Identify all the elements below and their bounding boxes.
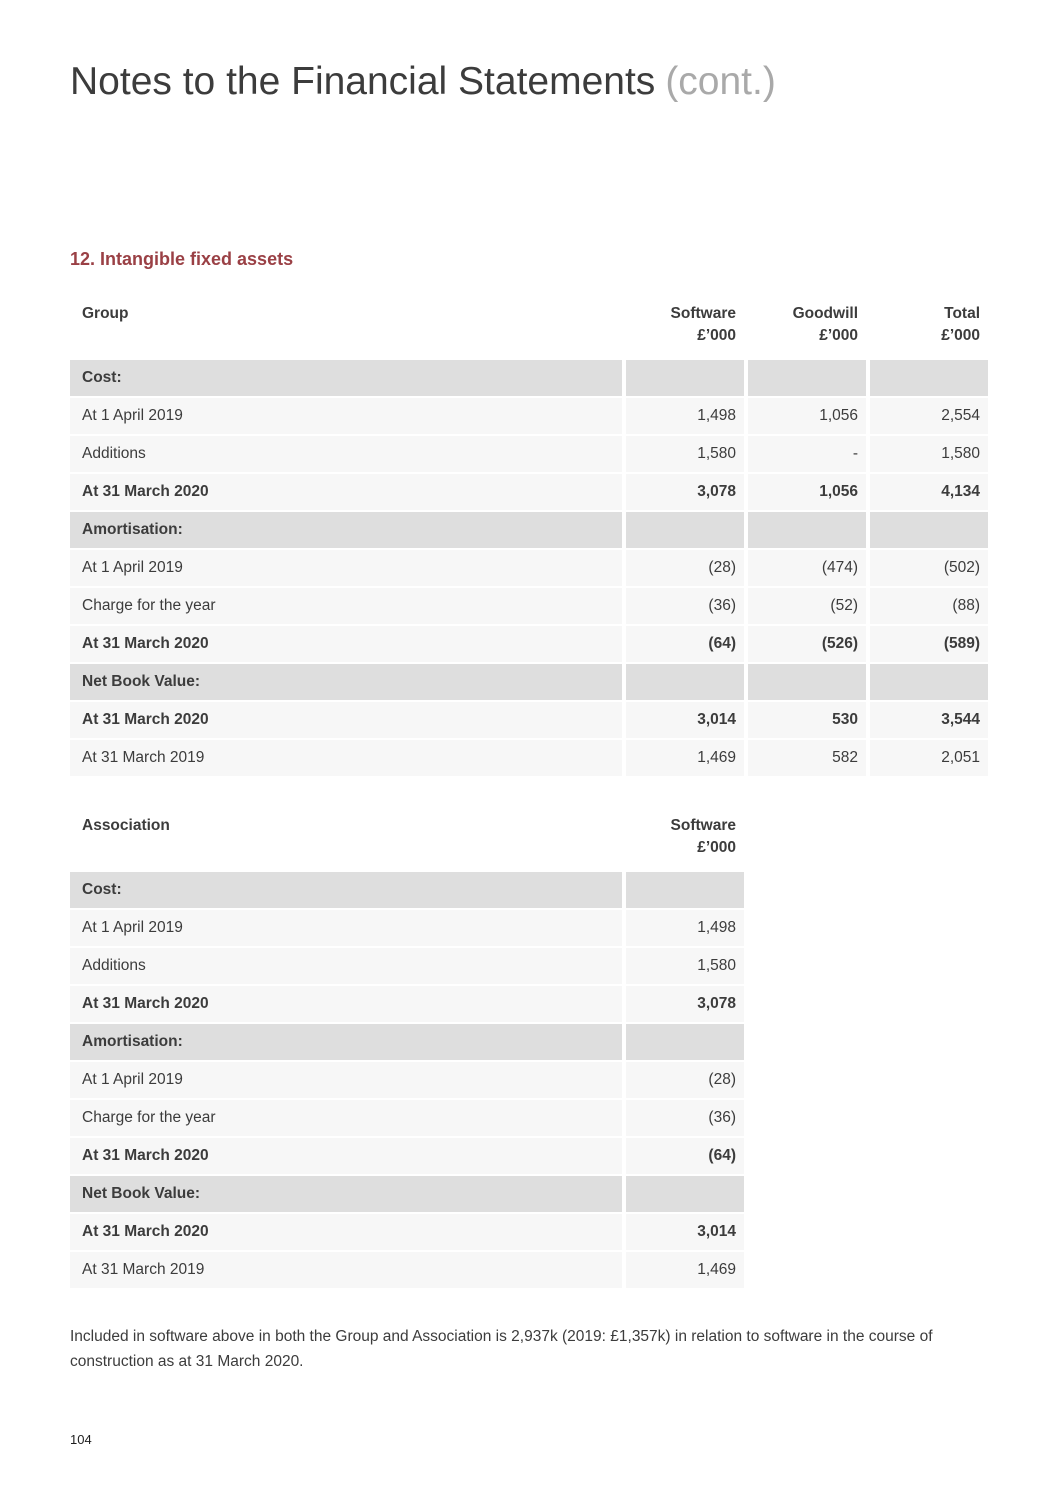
group-table [70,303,988,778]
row-value: 2,554 [870,398,988,434]
row-value: 2,051 [870,740,988,776]
row-value: (64) [626,626,744,662]
table-header-row [70,815,744,872]
row-value: 1,498 [626,910,744,946]
row-value: (502) [870,550,988,586]
row-label: At 31 March 2020 [70,1138,622,1174]
table-row [70,702,988,738]
row-value: 1,056 [748,398,866,434]
row-value: 1,580 [626,436,744,472]
row-value [626,1024,744,1060]
row-value: 530 [748,702,866,738]
page-title-cont: (cont.) [665,60,776,103]
table-row [70,1214,744,1250]
row-value [870,512,988,548]
row-value [748,664,866,700]
row-label: Net Book Value: [70,1176,622,1212]
association-table [70,815,744,1290]
row-label: Amortisation: [70,1024,622,1060]
table-row [70,474,988,510]
column-label: Software [670,305,736,322]
row-value: 582 [748,740,866,776]
row-label: At 1 April 2019 [70,910,622,946]
page-title-main: Notes to the Financial Statements [70,60,656,103]
row-label: At 31 March 2020 [70,1214,622,1250]
row-value: (28) [626,1062,744,1098]
table-body [70,872,744,1288]
row-value: (589) [870,626,988,662]
table-row [70,360,988,396]
row-value [748,360,866,396]
table-row [70,664,988,700]
table-row [70,550,988,586]
row-label: At 31 March 2020 [70,702,622,738]
column-header [748,303,866,348]
table-row [70,512,988,548]
section-heading: 12. Intangible fixed assets [70,249,294,269]
row-value: 1,580 [626,948,744,984]
row-value: 1,056 [748,474,866,510]
table-row [70,910,744,946]
row-value [626,512,744,548]
row-label: At 31 March 2020 [70,474,622,510]
column-unit: £’000 [697,839,736,857]
row-value: 4,134 [870,474,988,510]
row-value [870,664,988,700]
table-row [70,1062,744,1098]
table-row [70,1252,744,1288]
row-value: 3,544 [870,702,988,738]
row-label: At 31 March 2019 [70,740,622,776]
row-label: Additions [70,436,622,472]
table-row [70,588,988,624]
row-label: At 1 April 2019 [70,1062,622,1098]
row-value [748,512,866,548]
row-value: (36) [626,1100,744,1136]
table-header-row [70,303,988,360]
row-value: (526) [748,626,866,662]
row-label: At 31 March 2020 [70,626,622,662]
row-value: (64) [626,1138,744,1174]
row-value: - [748,436,866,472]
row-value [626,1176,744,1212]
row-label: Charge for the year [70,588,622,624]
row-label: At 31 March 2019 [70,1252,622,1288]
table-row [70,872,744,908]
column-unit: £’000 [819,327,858,345]
row-value: (88) [870,588,988,624]
row-value: (52) [748,588,866,624]
table-row [70,1100,744,1136]
column-unit: £’000 [941,327,980,345]
row-value: 3,014 [626,1214,744,1250]
row-value: 3,014 [626,702,744,738]
table-row [70,1176,744,1212]
row-label: At 1 April 2019 [70,550,622,586]
column-label: Software [670,817,736,834]
row-value: 1,498 [626,398,744,434]
table-row [70,626,988,662]
table-entity-label: Group [82,305,129,322]
row-value [626,664,744,700]
row-value: (28) [626,550,744,586]
column-label: Total [944,305,980,322]
row-value: (474) [748,550,866,586]
table-row [70,398,988,434]
column-label: Goodwill [792,305,858,322]
row-label: Additions [70,948,622,984]
column-header [870,303,988,348]
row-label: Amortisation: [70,512,622,548]
table-row [70,740,988,776]
row-value: 3,078 [626,986,744,1022]
row-label: Cost: [70,360,622,396]
table-row [70,1024,744,1060]
footnote-paragraph: Included in software above in both the Group and Association is 2,937k (2019: £1,357k) in relation to software in the course of construction as at 31 March 2020. [70,1328,933,1370]
column-header [626,303,744,348]
row-label: At 1 April 2019 [70,398,622,434]
row-value: 1,469 [626,1252,744,1288]
row-label: Charge for the year [70,1100,622,1136]
table-row [70,986,744,1022]
page-title [70,60,776,104]
row-value: (36) [626,588,744,624]
row-value: 1,469 [626,740,744,776]
table-entity-label: Association [82,817,170,834]
column-header [626,815,744,860]
row-value: 1,580 [870,436,988,472]
row-value [626,872,744,908]
row-value: 3,078 [626,474,744,510]
row-label: At 31 March 2020 [70,986,622,1022]
column-unit: £’000 [697,327,736,345]
row-label: Net Book Value: [70,664,622,700]
table-row [70,1138,744,1174]
row-value [626,360,744,396]
table-row [70,436,988,472]
table-row [70,948,744,984]
row-value [870,360,988,396]
page-number: 104 [70,1432,92,1447]
row-label: Cost: [70,872,622,908]
table-body [70,360,988,776]
